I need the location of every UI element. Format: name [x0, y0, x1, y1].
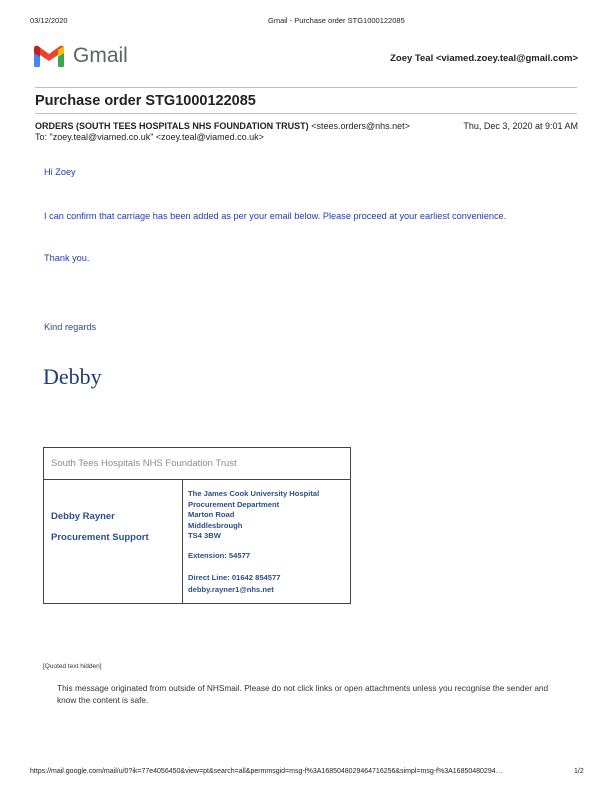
- email-subject: Purchase order STG1000122085: [35, 93, 256, 109]
- gmail-logo-icon: [34, 45, 64, 67]
- signature-address: [188, 489, 319, 542]
- recipient-line: To: "zoey.teal@viamed.co.uk" <zoey.teal@viamed.co.uk>: [35, 132, 264, 142]
- signature-email-link[interactable]: debby.rayner1@nhs.net: [188, 585, 274, 594]
- page-number: 1/2: [574, 768, 584, 775]
- external-disclaimer: This message originated from outside of NHSmail. Please do not click links or open attachments unless you recognise the sender and know the content is safe.: [57, 683, 549, 705]
- signature-name: Debby: [43, 364, 102, 389]
- email-date: Thu, Dec 3, 2020 at 9:01 AM: [463, 121, 578, 131]
- gmail-wordmark: Gmail: [73, 44, 128, 67]
- header-divider: [35, 87, 577, 88]
- signature-org-cell: [44, 448, 350, 480]
- thanks-line: Thank you.: [44, 253, 90, 263]
- print-date: 03/12/2020: [30, 16, 68, 25]
- account-label: Zoey Teal <viamed.zoey.teal@gmail.com>: [390, 53, 578, 64]
- address-line: TS4 3BW: [188, 531, 221, 540]
- sender-line: [35, 121, 410, 131]
- address-line: Procurement Department: [188, 499, 280, 509]
- address-line: Marton Road: [188, 510, 235, 519]
- signature-direct-line: Direct Line: 01642 854577: [188, 573, 281, 582]
- signature-divider: [182, 479, 183, 603]
- signature-person: Debby Rayner: [51, 511, 115, 522]
- signature-extension: Extension: 54577: [188, 551, 251, 560]
- signature-org: South Tees Hospitals NHS Foundation Trust: [51, 458, 237, 469]
- quoted-text-toggle[interactable]: [Quoted text hidden]: [43, 663, 102, 670]
- sender-name: ORDERS (SOUTH TEES HOSPITALS NHS FOUNDATION TRUST): [35, 121, 309, 131]
- signature-block: [43, 447, 351, 604]
- regards-line: Kind regards: [44, 322, 97, 332]
- greeting: Hi Zoey: [44, 167, 76, 177]
- signature-role: Procurement Support: [51, 532, 149, 543]
- address-line: Middlesbrough: [188, 520, 243, 530]
- subject-divider: [35, 113, 577, 114]
- sender-email[interactable]: <stees.orders@nhs.net>: [311, 121, 410, 131]
- footer-url: https://mail.google.com/mail/u/0?ik=77e4056450&view=pt&search=all&permmsgid=msg-f%3A1685048029464716256&simpl=msg-f%3A16850480294…: [30, 768, 503, 775]
- body-line: I can confirm that carriage has been added as per your email below. Please proceed at your earliest convenience.: [44, 211, 507, 221]
- address-line: The James Cook University Hospital: [188, 489, 320, 498]
- print-title: Gmail - Purchase order STG1000122085: [268, 16, 405, 25]
